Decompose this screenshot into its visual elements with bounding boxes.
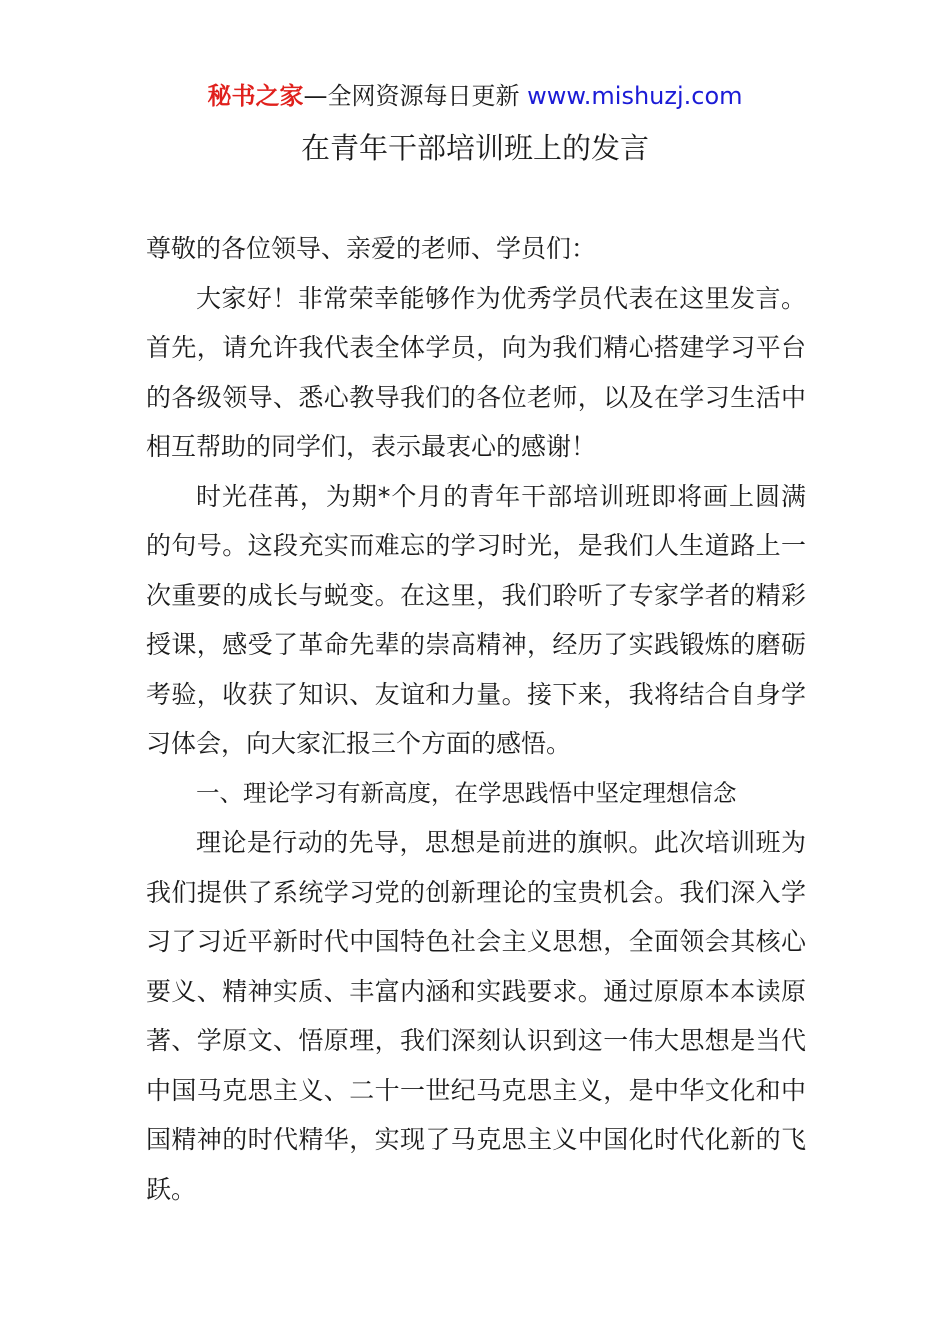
paragraph-section-1: 理论是行动的先导，思想是前进的旗帜。此次培训班为我们提供了系统学习党的创新理论的宝贵机会。我们深入学习了习近平新时代中国特色社会主义思想，全面领会其核心要义、精神实质、丰富内涵和实践要求。通过原原本本读原著、学原文、悟原理，我们深刻认识到这一伟大思想是当代中国马克思主义、二十一世纪马克思主义，是中华文化和中国精神的时代精华，实现了马克思主义中国化时代化新的飞跃。	[146, 828, 806, 1204]
paragraph-introduction: 时光荏苒，为期*个月的青年干部培训班即将画上圆满的句号。这段充实而难忘的学习时光，是我们人生道路上一次重要的成长与蜕变。在这里，我们聆听了专家学者的精彩授课，感受了革命先辈的崇高精神，经历了实践锻炼的磨砺考验，收获了知识、友谊和力量。接下来，我将结合自身学习体会，向大家汇报三个方面的感悟。	[146, 481, 806, 758]
header-tagline: —全网资源每日更新	[303, 82, 528, 110]
site-header	[0, 80, 950, 112]
section-heading-1: 一、理论学习有新高度，在学思践悟中坚定理想信念	[196, 778, 737, 807]
salutation: 尊敬的各位领导、亲爱的老师、学员们：	[146, 234, 597, 263]
document-body	[146, 224, 806, 1214]
brand-name: 秘书之家	[207, 82, 304, 110]
site-url-link[interactable]: www.mishuzj.com	[527, 82, 743, 110]
paragraph-greeting: 大家好！非常荣幸能够作为优秀学员代表在这里发言。首先，请允许我代表全体学员，向为我们精心搭建学习平台的各级领导、悉心教导我们的各位老师，以及在学习生活中相互帮助的同学们，表示最衷心的感谢！	[146, 283, 806, 461]
document-title: 在青年干部培训班上的发言	[300, 131, 649, 165]
